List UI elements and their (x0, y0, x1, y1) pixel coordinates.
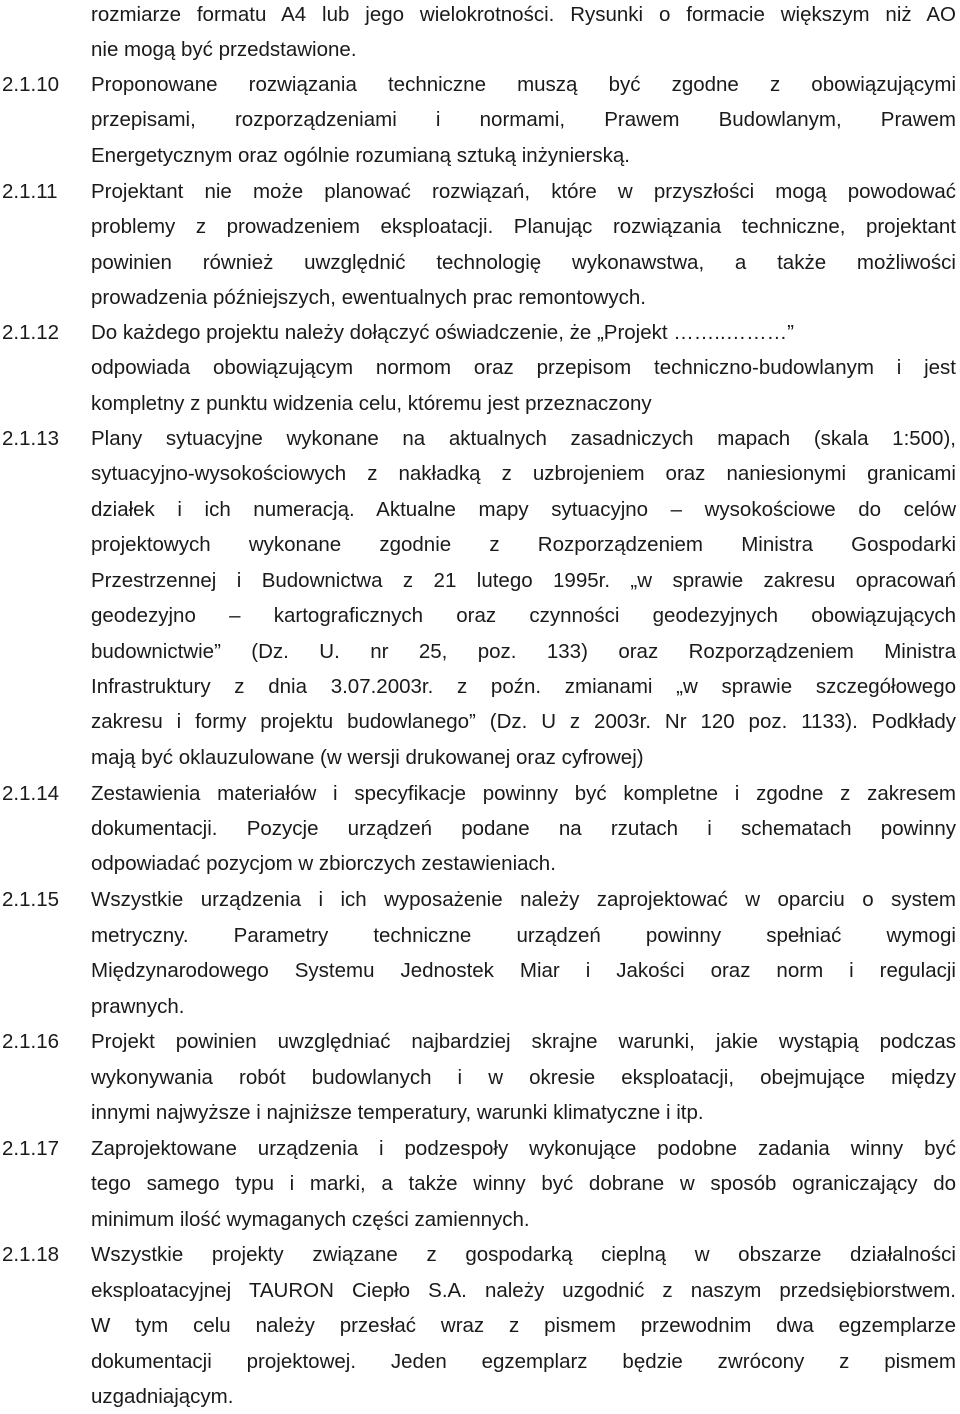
item-line: Zestawienia materiałów i specyfikacje powinny być kompletne i zgodne z zakresem (91, 782, 956, 805)
item-line: Proponowane rozwiązania techniczne muszą być zgodne z obowiązującymi (91, 73, 956, 96)
item-line: Do każdego projektu należy dołączyć oświadczenie, że „Projekt ……..………” (91, 321, 794, 344)
item-line: Plany sytuacyjne wykonane na aktualnych zasadniczych mapach (skala 1:500), (91, 427, 956, 450)
item-line: metryczny. Parametry techniczne urządzeń powinny spełniać wymogi (91, 924, 956, 947)
item-line: przepisami, rozporządzeniami i normami, Prawem Budowlanym, Prawem (91, 108, 956, 131)
item-line: Zaprojektowane urządzenia i podzespoły wykonujące podobne zadania winny być (91, 1137, 956, 1160)
item-line: prawnych. (91, 995, 185, 1018)
item-number: 2.1.15 (2, 888, 59, 911)
item-line: problemy z prowadzeniem eksploatacji. Planując rozwiązania techniczne, projektant (91, 215, 956, 238)
item-line: minimum ilość wymaganych części zamiennych. (91, 1208, 530, 1231)
item-number: 2.1.13 (2, 427, 59, 450)
item-line: powinien również uwzględnić technologię wykonawstwa, a także możliwości (91, 251, 956, 274)
item-number: 2.1.17 (2, 1137, 59, 1160)
intro-line: rozmiarze formatu A4 lub jego wielokrotności. Rysunki o formacie większym niż AO (91, 3, 956, 26)
item-line: zakresu i formy projektu budowlanego” (Dz. U z 2003r. Nr 120 poz. 1133). Podkłady (91, 710, 956, 733)
item-line: Energetycznym oraz ogólnie rozumianą sztuką inżynierską. (91, 144, 630, 167)
item-number: 2.1.12 (2, 321, 59, 344)
item-number: 2.1.10 (2, 73, 59, 96)
item-line: projektowych wykonane zgodnie z Rozporządzeniem Ministra Gospodarki (91, 533, 956, 556)
item-line: W tym celu należy przesłać wraz z pismem przewodnim dwa egzemplarze (91, 1314, 956, 1337)
item-line: dokumentacji projektowej. Jeden egzemplarz będzie zwrócony z pismem (91, 1350, 956, 1373)
item-number: 2.1.14 (2, 782, 59, 805)
item-line: odpowiada obowiązującym normom oraz przepisom techniczno-budowlanym i jest (91, 356, 956, 379)
item-number: 2.1.18 (2, 1243, 59, 1266)
intro-line: nie mogą być przedstawione. (91, 38, 357, 61)
item-line: Projekt powinien uwzględniać najbardziej skrajne warunki, jakie wystąpią podczas (91, 1030, 956, 1053)
item-line: Infrastruktury z dnia 3.07.2003r. z poźn. zmianami „w sprawie szczegółowego (91, 675, 956, 698)
item-line: innymi najwyższe i najniższe temperatury, warunki klimatyczne i itp. (91, 1101, 704, 1124)
item-line: Międzynarodowego Systemu Jednostek Miar i Jakości oraz norm i regulacji (91, 959, 956, 982)
item-line: Projektant nie może planować rozwiązań, które w przyszłości mogą powodować (91, 180, 956, 203)
item-line: działek i ich numeracją. Aktualne mapy sytuacyjno – wysokościowe do celów (91, 498, 956, 521)
item-line: prowadzenia późniejszych, ewentualnych prac remontowych. (91, 286, 646, 309)
item-line: uzgadniającym. (91, 1385, 234, 1408)
item-line: sytuacyjno-wysokościowych z nakładką z uzbrojeniem oraz naniesionymi granicami (91, 462, 956, 485)
item-line: tego samego typu i marki, a także winny być dobrane w sposób ograniczający do (91, 1172, 956, 1195)
item-line: geodezyjno – kartograficznych oraz czynności geodezyjnych obowiązujących (91, 604, 956, 627)
item-line: wykonywania robót budowlanych i w okresie eksploatacji, obejmujące między (91, 1066, 956, 1089)
item-line: kompletny z punktu widzenia celu, któremu jest przeznaczony (91, 392, 652, 415)
item-number: 2.1.16 (2, 1030, 59, 1053)
item-line: dokumentacji. Pozycje urządzeń podane na rzutach i schematach powinny (91, 817, 956, 840)
item-number: 2.1.11 (2, 180, 58, 203)
item-line: Przestrzennej i Budownictwa z 21 lutego 1995r. „w sprawie zakresu opracowań (91, 569, 956, 592)
item-line: Wszystkie urządzenia i ich wyposażenie należy zaprojektować w oparciu o system (91, 888, 956, 911)
item-line: mają być oklauzulowane (w wersji drukowanej oraz cyfrowej) (91, 746, 644, 769)
item-line: eksploatacyjnej TAURON Ciepło S.A. należy uzgodnić z naszym przedsiębiorstwem. (91, 1279, 956, 1302)
item-line: Wszystkie projekty związane z gospodarką cieplną w obszarze działalności (91, 1243, 956, 1266)
item-line: odpowiadać pozycjom w zbiorczych zestawieniach. (91, 852, 556, 875)
item-line: budownictwie” (Dz. U. nr 25, poz. 133) oraz Rozporządzeniem Ministra (91, 640, 956, 663)
